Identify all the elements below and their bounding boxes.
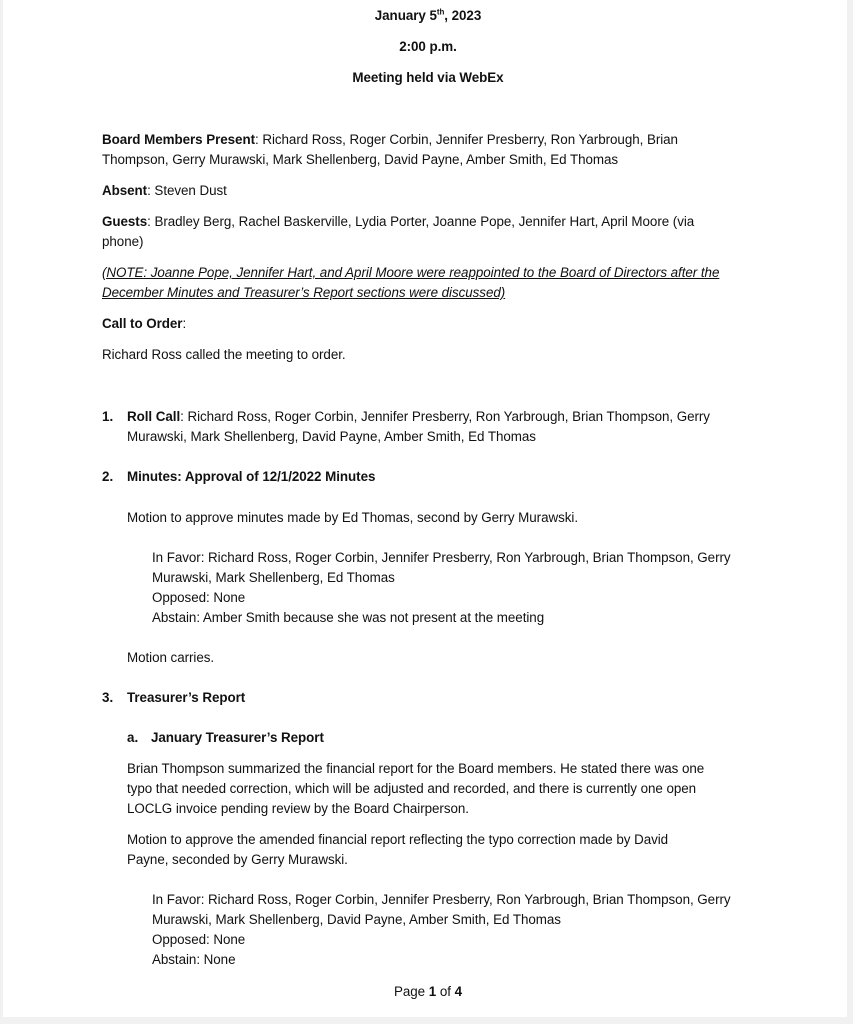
treasurer-heading: Treasurer’s Report	[127, 690, 246, 705]
report-in-favor-line-2: Murawski, Mark Shellenberg, David Payne, Amber Smith, Ed Thomas	[152, 912, 561, 927]
subitem-a-letter: a.	[127, 730, 139, 745]
call-to-order-text: Richard Ross called the meeting to order.	[102, 347, 346, 362]
guests-label: Guests	[102, 214, 148, 229]
roll-call-line-1	[127, 407, 710, 427]
meeting-time: 2:00 p.m.	[399, 39, 457, 54]
call-to-order-label: Call to Order	[102, 316, 183, 331]
report-in-favor-line-1: In Favor: Richard Ross, Roger Corbin, Jennifer Presberry, Ron Yarbrough, Brian Thompson, Gerry	[152, 892, 731, 907]
absent-names: : Steven Dust	[147, 183, 227, 198]
document-page	[3, 0, 847, 1017]
meeting-location: Meeting held via WebEx	[352, 70, 504, 85]
january-report-heading: January Treasurer’s Report	[151, 730, 324, 745]
absent-line	[102, 181, 227, 201]
absent-label: Absent	[102, 183, 148, 198]
page-total: 4	[454, 984, 462, 999]
report-motion-line-1: Motion to approve the amended financial report reflecting the typo correction made by David	[127, 832, 669, 847]
present-names: : Richard Ross, Roger Corbin, Jennifer Presberry, Ron Yarbrough, Brian	[255, 132, 678, 147]
meeting-date	[3, 6, 853, 26]
report-motion-line-2: Payne, seconded by Gerry Murawski.	[127, 852, 348, 867]
item-2-number: 2.	[102, 469, 114, 484]
minutes-heading: Minutes: Approval of 12/1/2022 Minutes	[127, 469, 376, 484]
note-line-1: (NOTE: Joanne Pope, Jennifer Hart, and April Moore were reappointed to the Board of Directors after the	[102, 265, 720, 280]
item-1-number: 1.	[102, 409, 114, 424]
minutes-abstain: Abstain: Amber Smith because she was not present at the meeting	[152, 610, 545, 625]
call-to-order-heading	[102, 314, 186, 334]
note-line-2: December Minutes and Treasurer’s Report sections were discussed)	[102, 285, 506, 300]
present-line-2: Thompson, Gerry Murawski, Mark Shellenberg, David Payne, Amber Smith, Ed Thomas	[102, 152, 619, 167]
page-number	[3, 982, 853, 1002]
present-line-1	[102, 130, 678, 150]
page-prefix: Page	[394, 984, 429, 999]
roll-call-names: : Richard Ross, Roger Corbin, Jennifer Presberry, Ron Yarbrough, Brian Thompson, Gerry	[180, 409, 710, 424]
minutes-in-favor-line-1: In Favor: Richard Ross, Roger Corbin, Jennifer Presberry, Ron Yarbrough, Brian Thompson, Gerry	[152, 550, 731, 565]
guests-line-2: phone)	[102, 234, 144, 249]
report-summary-line-3: LOCLG invoice pending review by the Board Chairperson.	[127, 801, 469, 816]
report-summary-line-1: Brian Thompson summarized the financial report for the Board members. He stated there was one	[127, 761, 705, 776]
date-suffix: th	[436, 7, 445, 17]
report-abstain: Abstain: None	[152, 952, 236, 967]
date-text: January 5	[374, 8, 437, 23]
minutes-motion: Motion to approve minutes made by Ed Thomas, second by Gerry Murawski.	[127, 510, 578, 525]
report-opposed: Opposed: None	[152, 932, 246, 947]
present-label: Board Members Present	[102, 132, 255, 147]
call-to-order-colon: :	[182, 316, 187, 331]
minutes-result: Motion carries.	[127, 650, 215, 665]
minutes-in-favor-line-2: Murawski, Mark Shellenberg, Ed Thomas	[152, 570, 395, 585]
roll-call-label: Roll Call	[127, 409, 181, 424]
page-current: 1	[428, 984, 437, 999]
guests-line-1	[102, 212, 694, 232]
date-year: , 2023	[444, 8, 482, 23]
page-of: of	[436, 984, 455, 999]
item-3-number: 3.	[102, 690, 114, 705]
minutes-opposed: Opposed: None	[152, 590, 246, 605]
report-summary-line-2: typo that needed correction, which will be adjusted and recorded, and there is currently one open	[127, 781, 697, 796]
guests-names: : Bradley Berg, Rachel Baskerville, Lydia Porter, Joanne Pope, Jennifer Hart, April Moore (via	[147, 214, 695, 229]
roll-call-line-2: Murawski, Mark Shellenberg, David Payne, Amber Smith, Ed Thomas	[127, 429, 536, 444]
